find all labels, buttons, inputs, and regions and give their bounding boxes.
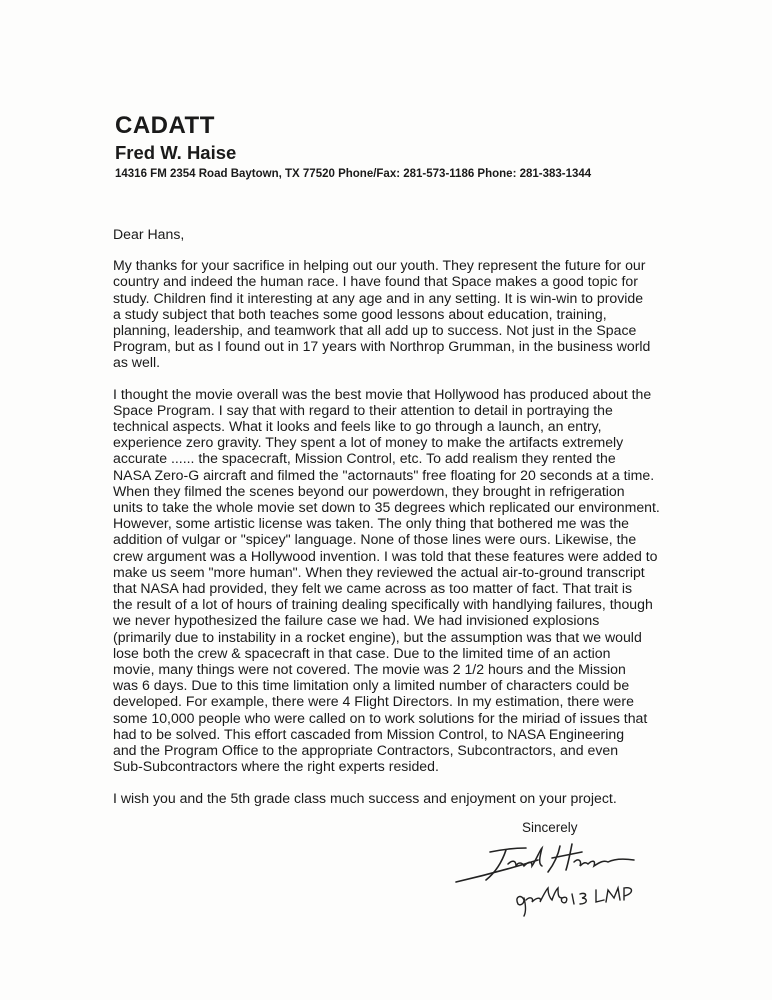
letterhead: [115, 112, 591, 182]
paragraph-2-line: movie, many things were not covered. The movie was 2 1/2 hours and the Mission: [113, 661, 626, 678]
paragraph-2-line: experience zero gravity. They spent a lot of money to make the artifacts extremely: [113, 434, 624, 451]
paragraph-1-line: country and indeed the human race. I have found that Space makes a good topic for: [113, 273, 638, 290]
paragraph-2-line: When they filmed the scenes beyond our powerdown, they brought in refrigeration: [113, 482, 625, 499]
paragraph-2-line: the result of a lot of hours of training dealing specifically with handlying failures, though: [113, 596, 653, 613]
company-name: CADATT: [115, 112, 215, 139]
paragraph-2-line: crew argument was a Hollywood invention. I was told that these features were added to: [113, 547, 658, 564]
handwritten-signature: [452, 838, 652, 918]
paragraph-2-line: (primarily due to instability in a rocket engine), but the assumption was that we would: [113, 628, 642, 645]
paragraph-1: [113, 257, 673, 370]
paragraph-2-line: units to take the whole movie set down to 35 degrees which replicated our environment.: [113, 499, 660, 516]
paragraph-2-line: NASA Zero-G aircraft and filmed the "actornauts" free floating for 20 seconds at a time.: [113, 466, 655, 483]
paragraph-3: I wish you and the 5th grade class much success and enjoyment on your project.: [113, 789, 617, 806]
paragraph-2-line: lose both the crew & spacecraft in that case. Due to the limited time of an action: [113, 644, 611, 661]
paragraph-2-line: accurate ...... the spacecraft, Mission Control, etc. To add realism they rented the: [113, 450, 616, 467]
paragraph-1-line: My thanks for your sacrifice in helping out our youth. They represent the future for our: [113, 257, 646, 274]
closing: Sincerely: [522, 820, 578, 835]
paragraph-2-line: was 6 days. Due to this time limitation only a limited number of characters could be: [113, 677, 630, 694]
paragraph-2-line: I thought the movie overall was the best movie that Hollywood has produced about the: [113, 385, 652, 402]
paragraph-2-line: Space Program. I say that with regard to their attention to detail in portraying the: [113, 401, 613, 418]
paragraph-2-line: had to be solved. This effort cascaded from Mission Control, to NASA Engineering: [113, 725, 625, 742]
sender-name: Fred W. Haise: [115, 142, 237, 163]
paragraph-2-line: make us seem "more human". When they reviewed the actual air-to-ground transcript: [113, 563, 645, 580]
salutation: Dear Hans,: [113, 226, 185, 242]
paragraph-2-line: and the Program Office to the appropriate Contractors, Subcontractors, and even: [113, 742, 619, 759]
paragraph-1-line: as well.: [113, 354, 160, 371]
paragraph-2-line: we never hypothesized the failure case we had. We had invisioned explosions: [113, 612, 600, 629]
signature-image: [452, 838, 652, 918]
paragraph-1-line: study. Children find it interesting at any age and in any setting. It is win-win to provide: [113, 289, 644, 306]
paragraph-2: [113, 386, 673, 775]
paragraph-2-line: However, some artistic license was taken. The only thing that bothered me was the: [113, 515, 629, 532]
paragraph-1-line: planning, leadership, and teamwork that all add up to success. Not just in the Space: [113, 322, 637, 339]
paragraph-2-line: that NASA had provided, they felt we came across as too matter of fact. That trait is: [113, 580, 633, 597]
paragraph-2-line: developed. For example, there were 4 Flight Directors. In my estimation, there were: [113, 693, 634, 710]
paragraph-2-line: technical aspects. What it looks and feels like to go through a launch, an entry,: [113, 418, 602, 435]
paragraph-2-line: some 10,000 people who were called on to work solutions for the miriad of issues that: [113, 709, 648, 726]
paragraph-2-line: Sub-Subcontractors where the right experts resided.: [113, 758, 439, 775]
paragraph-1-line: Program, but as I found out in 17 years with Northrop Grumman, in the business world: [113, 338, 651, 355]
paragraph-1-line: a study subject that both teaches some good lessons about education, training,: [113, 305, 607, 322]
paragraph-2-line: addition of vulgar or "spicey" language. None of those lines were ours. Likewise, the: [113, 531, 637, 548]
sender-contact: 14316 FM 2354 Road Baytown, TX 77520 Phone/Fax: 281-573-1186 Phone: 281-383-1344: [115, 168, 592, 180]
letter-body: [113, 226, 673, 821]
